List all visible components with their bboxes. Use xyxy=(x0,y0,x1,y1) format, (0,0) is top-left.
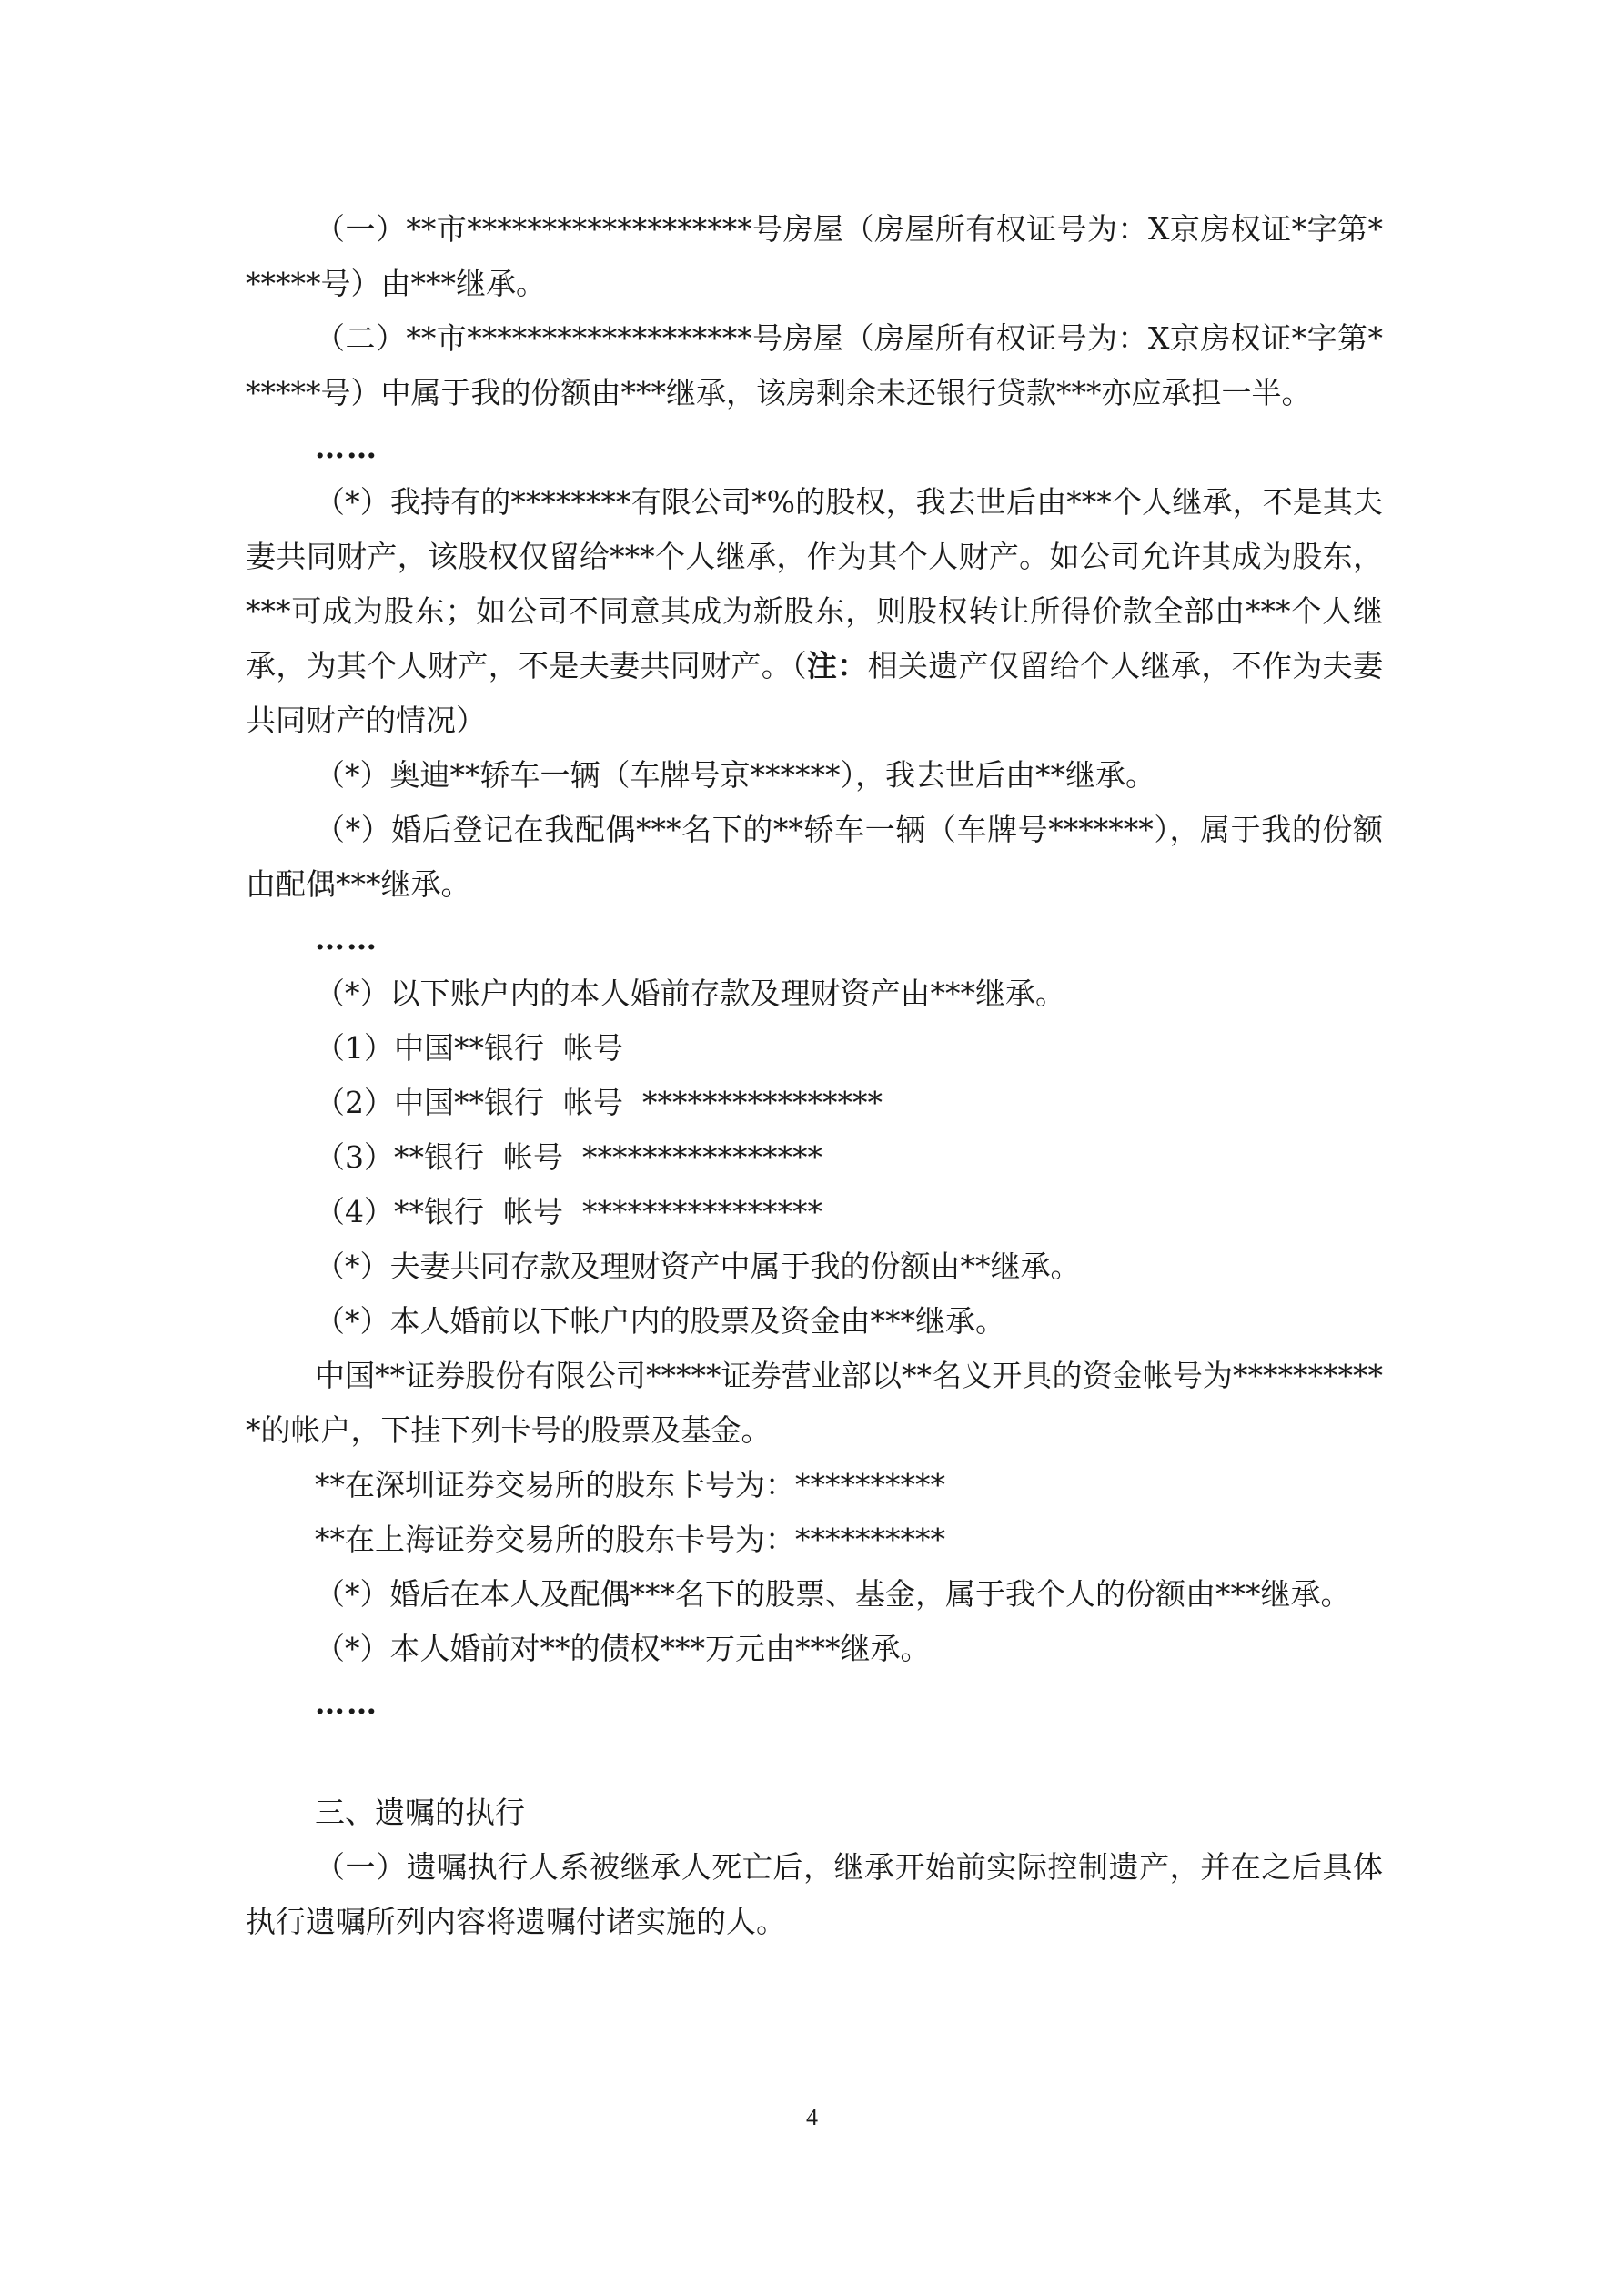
note-label: 注： xyxy=(806,648,868,683)
document-body xyxy=(246,202,1383,1949)
paragraph-securities-account: 中国**证券股份有限公司*****证券营业部以**名义开具的资金帐号为***********的帐户，下挂下列卡号的股票及基金。 xyxy=(246,1358,1383,1448)
note-text: 相关遗产仅留给个人继承，不作为夫妻共同财产的情况） xyxy=(246,648,1384,738)
paragraph-joint-deposits: （*）夫妻共同存款及理财资产中属于我的份额由**继承。 xyxy=(315,1249,1081,1284)
account-item-1: （1）中国**银行 帐号 xyxy=(315,1030,623,1066)
paragraph-car-1: （*）奥迪**轿车一辆（车牌号京******），我去世后由**继承。 xyxy=(315,757,1155,793)
paragraph-shanghai-card: **在上海证券交易所的股东卡号为：********** xyxy=(315,1522,945,1557)
section-gap xyxy=(246,1731,1383,1785)
account-item-4: （4）**银行 帐号 **************** xyxy=(315,1194,822,1229)
paragraph-claims: （*）本人婚前对**的债权***万元由***继承。 xyxy=(315,1631,931,1666)
paragraph-marital-stocks: （*）婚后在本人及配偶***名下的股票、基金，属于我个人的份额由***继承。 xyxy=(315,1576,1351,1612)
page-number: 4 xyxy=(806,2104,818,2130)
paragraph-equity xyxy=(246,475,1383,748)
ellipsis: …… xyxy=(315,1685,378,1721)
ellipsis: …… xyxy=(315,921,378,956)
section-heading-execution: 三、遗嘱的执行 xyxy=(315,1795,525,1830)
account-item-3: （3）**银行 帐号 **************** xyxy=(315,1139,822,1175)
paragraph-shenzhen-card: **在深圳证券交易所的股东卡号为：********** xyxy=(315,1467,945,1502)
paragraph-car-2: （*）婚后登记在我配偶***名下的**轿车一辆（车牌号*******），属于我的份额由配偶***继承。 xyxy=(246,812,1383,902)
paragraph-accounts: （*）以下账户内的本人婚前存款及理财资产由***继承。 xyxy=(315,976,1065,1011)
equity-text: （*）我持有的********有限公司*%的股权，我去世后由***个人继承，不是其夫妻共同财产，该股权仅留给***个人继承，作为其个人财产。如公司允许其成为股东，***可成为股东；如公司不同意其成为新股东，则股权转让所得价款全部由***个人继承，为其个人财产，不是夫妻共同财产。（ xyxy=(246,484,1383,683)
paragraph-house-2: （二）**市*******************号房屋（房屋所有权证号为：X京房权证*字第******号）中属于我的份额由***继承，该房剩余未还银行贷款***亦应承担一半。 xyxy=(246,320,1383,410)
paragraph-stocks: （*）本人婚前以下帐户内的股票及资金由***继承。 xyxy=(315,1303,1005,1339)
account-item-2: （2）中国**银行 帐号 **************** xyxy=(315,1085,883,1120)
paragraph-house-1: （一）**市*******************号房屋（房屋所有权证号为：X京房权证*字第******号）由***继承。 xyxy=(246,211,1383,301)
paragraph-executor: （一）遗嘱执行人系被继承人死亡后，继承开始前实际控制遗产，并在之后具体执行遗嘱所列内容将遗嘱付诸实施的人。 xyxy=(246,1849,1383,1939)
ellipsis: …… xyxy=(315,430,378,465)
